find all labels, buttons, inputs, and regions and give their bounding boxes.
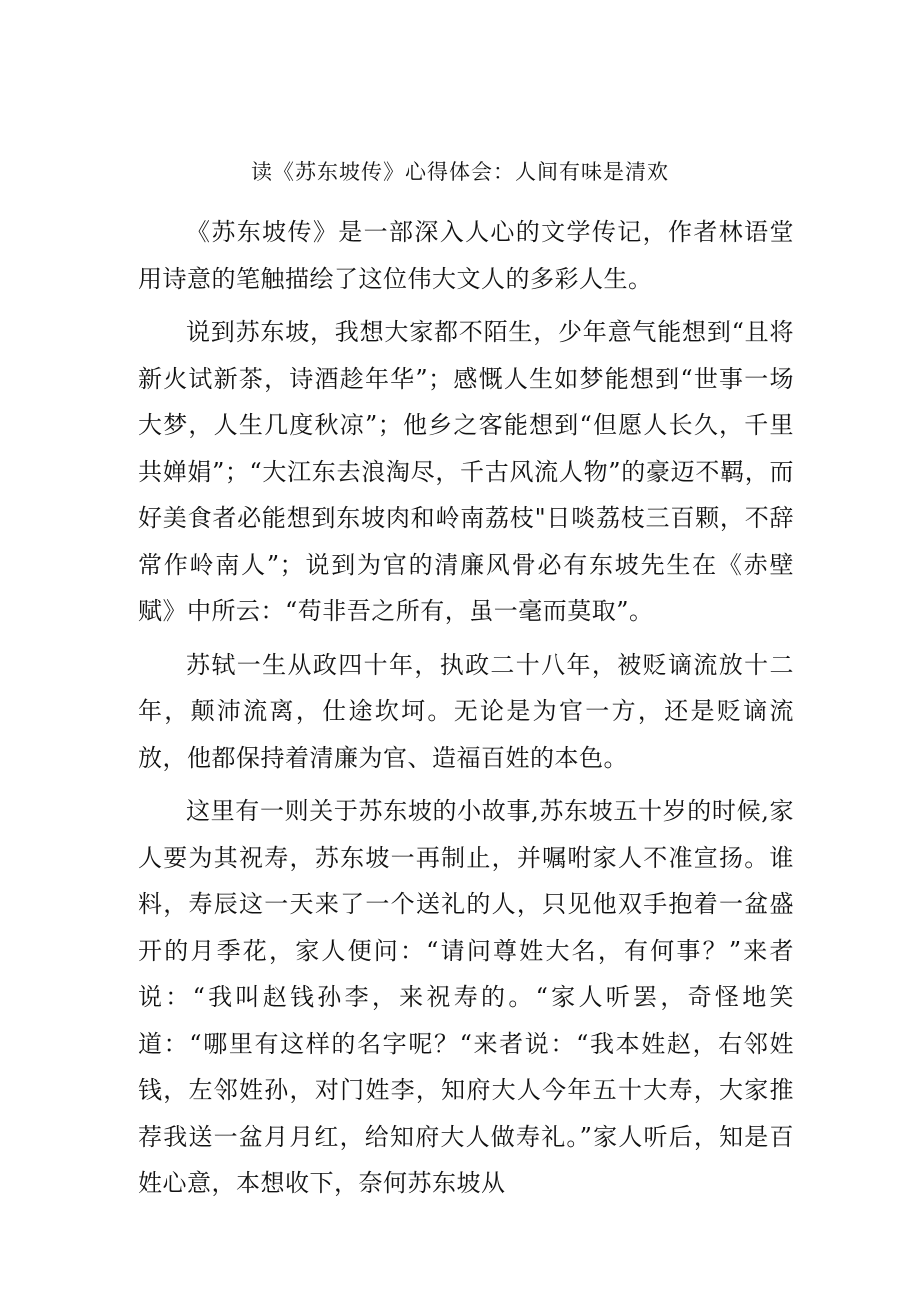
paragraph-career: 苏轼一生从政四十年，执政二十八年，被贬谪流放十二年，颠沛流离，仕途坎坷。无论是为官一方，还是贬谪流放，他都保持着清廉为官、造福百姓的本色。	[138, 650, 794, 772]
paragraph-poems: 说到苏东坡，我想大家都不陌生，少年意气能想到“且将新火试新茶，诗酒趁年华”；感慨人生如梦能想到“世事一场大梦，人生几度秋凉”；他乡之客能想到“但愿人长久，千里共婵娟”；“大江东去浪淘尽，千古风流人物”的豪迈不羁，而好美食者必能想到东坡肉和岭南荔枝"日啖荔枝三百颗，不辞常作岭南人”；说到为官的清廉风骨必有东坡先生在《赤壁赋》中所云：“苟非吾之所有，虽一毫而莫取”。	[138, 318, 794, 625]
paragraph-story: 这里有一则关于苏东坡的小故事,苏东坡五十岁的时候,家人要为其祝寿，苏东坡一再制止，并嘱咐家人不准宣扬。谁料，寿辰这一天来了一个送礼的人，只见他双手抱着一盆盛开的月季花，家人便问：“请问尊姓大名，有何事？”来者说：“我叫赵钱孙李，来祝寿的。“家人听罢，奇怪地笑道：“哪里有这样的名字呢？“来者说：“我本姓赵，右邻姓钱，左邻姓孙，对门姓李，知府大人今年五十大寿，大家推荐我送一盆月月红，给知府大人做寿礼。”家人听后，知是百姓心意，本想收下，奈何苏东坡从	[138, 797, 794, 1197]
document-title: 读《苏东坡传》心得体会：人间有味是清欢	[251, 160, 669, 184]
document-body	[138, 209, 794, 1207]
paragraph-intro: 《苏东坡传》是一部深入人心的文学传记，作者林语堂用诗意的笔触描绘了这位伟大文人的多彩人生。	[138, 218, 794, 293]
